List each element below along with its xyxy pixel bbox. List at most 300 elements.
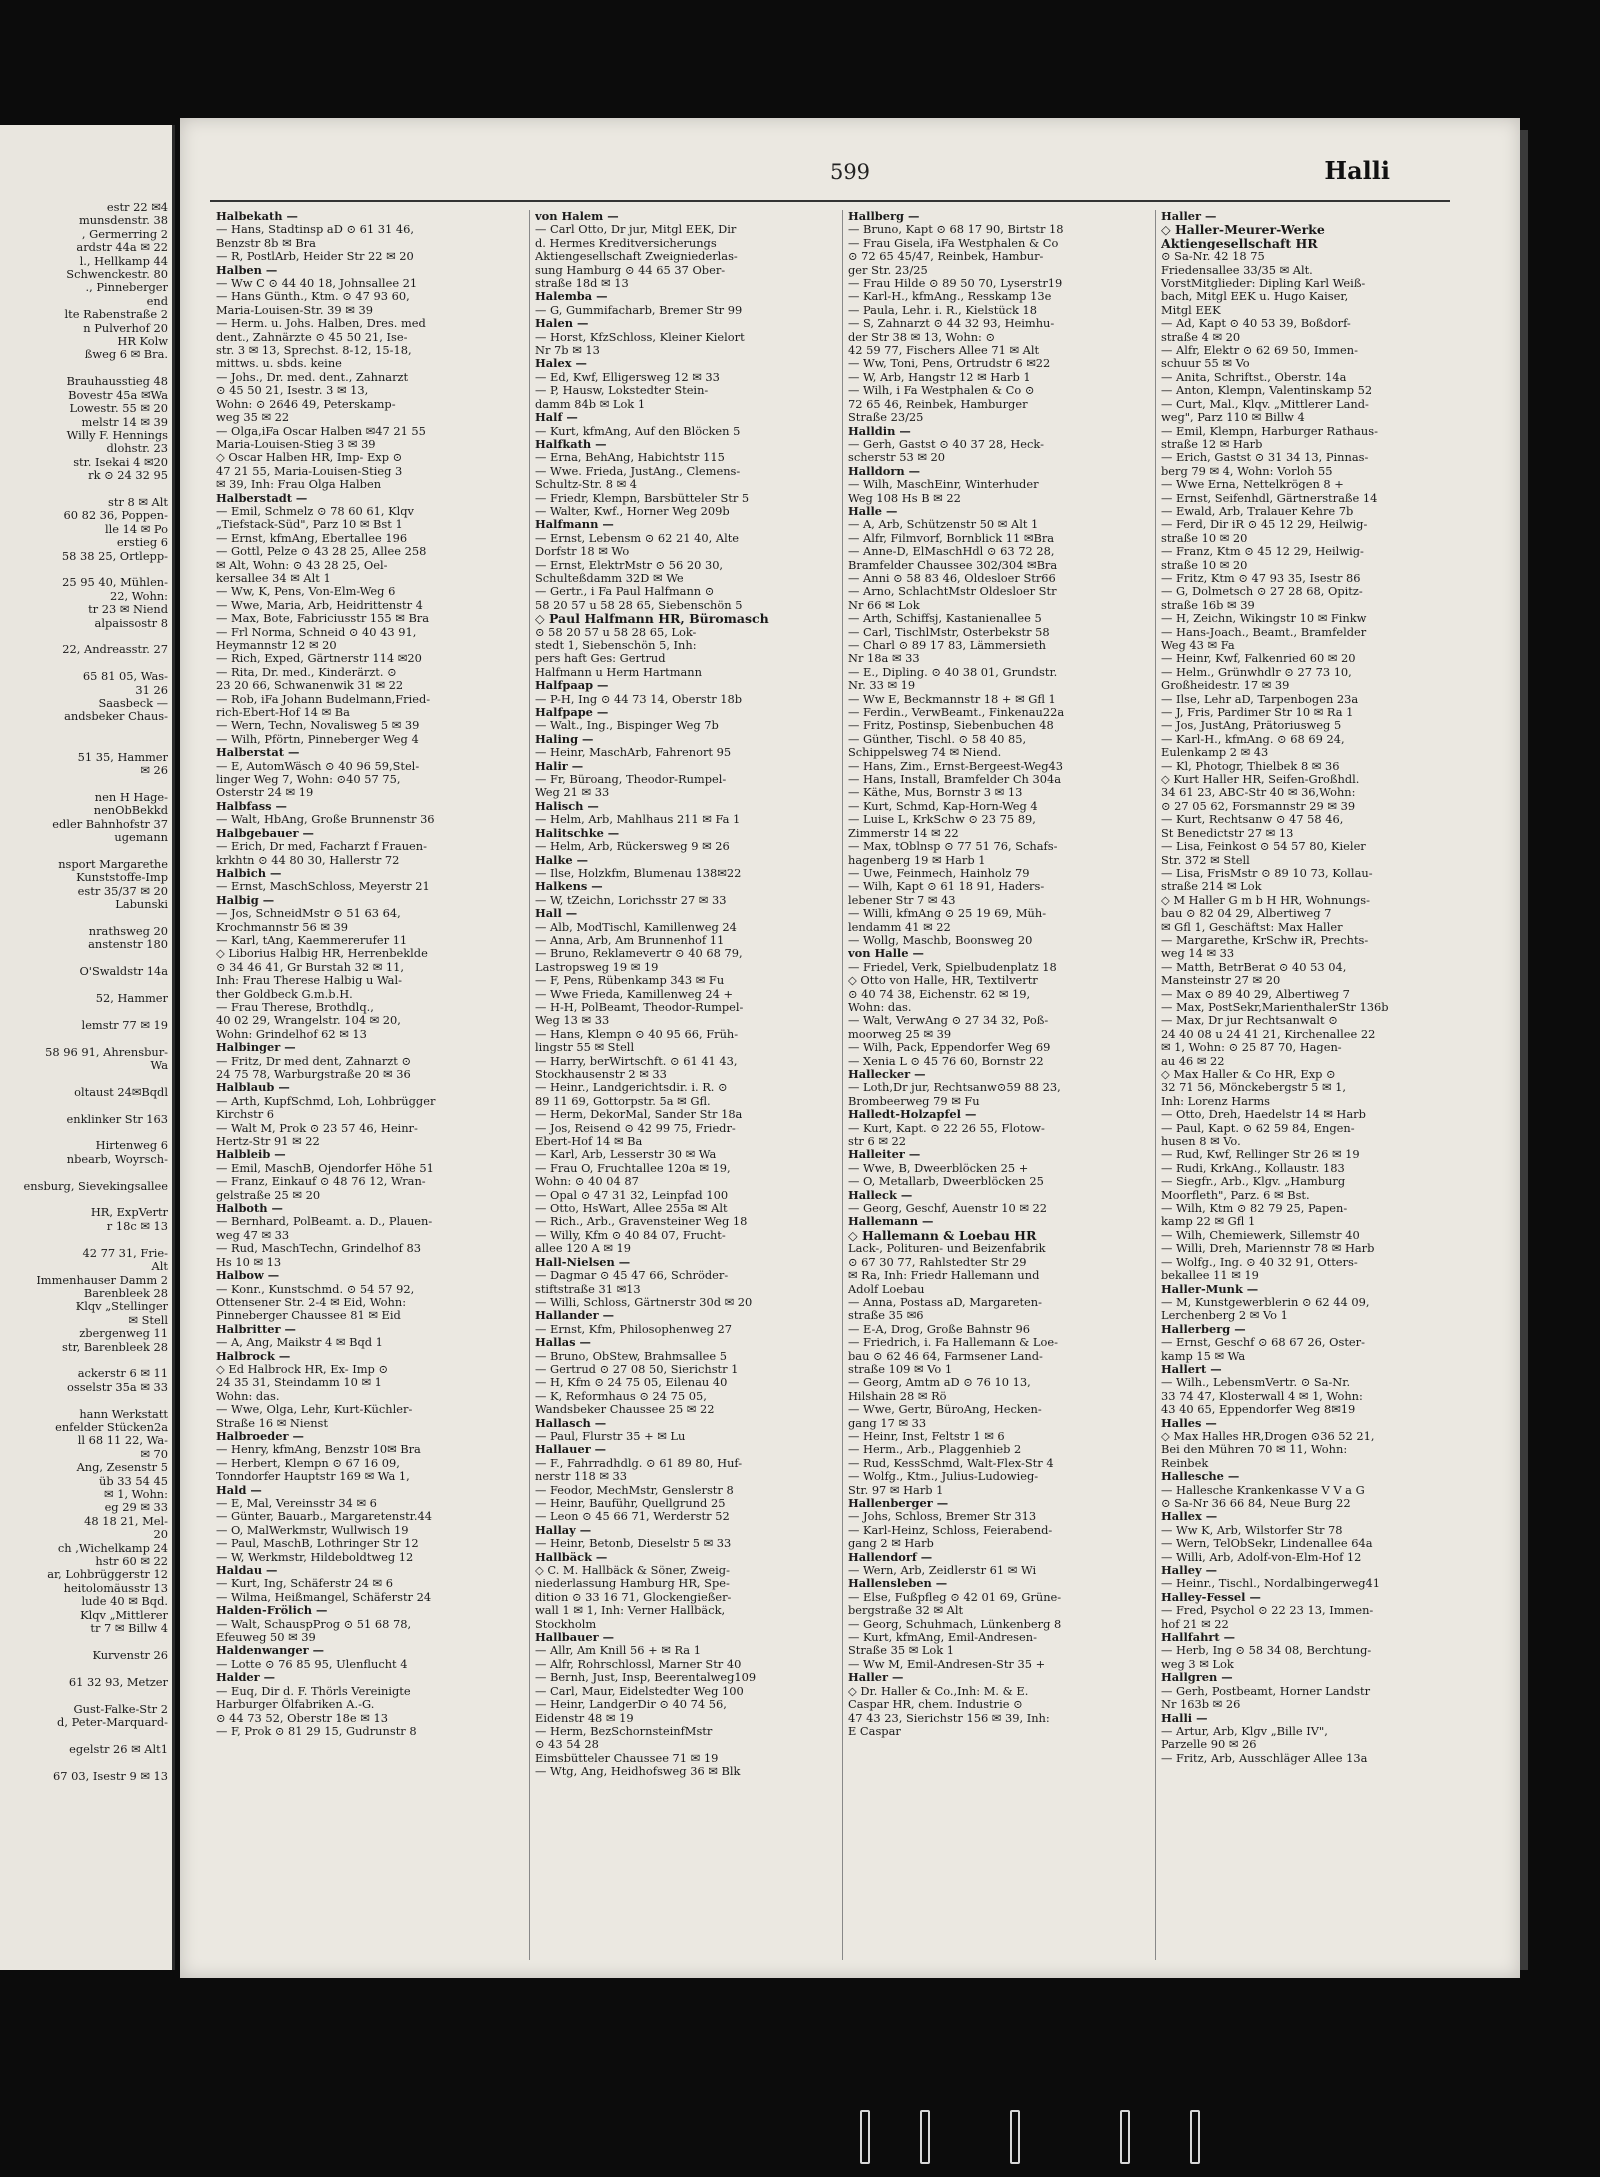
directory-entry: — F, Pens, Rübenkamp 343 ✉ Fu: [535, 974, 725, 988]
fragment-line: lte Rabenstraße 2: [64, 308, 168, 322]
fragment-line: [0, 1394, 168, 1407]
fragment-line: ackerstr 6 ✉ 11: [77, 1367, 168, 1381]
directory-entry: — Helm, Arb, Rückersweg 9 ✉ 26: [535, 840, 730, 854]
directory-entry: bergstraße 32 ✉ Alt: [848, 1604, 964, 1618]
directory-entry: — Loth,Dr jur, Rechtsanw⊙59 88 23,: [848, 1081, 1061, 1095]
directory-entry: — Ernst, Kfm, Philosophenweg 27: [535, 1322, 732, 1336]
surname-heading: Halbig —: [216, 893, 275, 907]
sprocket-mark: [1190, 2110, 1200, 2164]
fragment-line: Willy F. Hennings: [66, 428, 168, 442]
directory-entry: ⊙ 67 30 77, Rahlstedter Str 29: [848, 1255, 1027, 1269]
fragment-line: lude 40 ✉ Bqd.: [81, 1595, 168, 1609]
running-head: Halli: [1324, 156, 1390, 185]
directory-entry: — Ernst, Lebensm ⊙ 62 21 40, Alte: [535, 531, 740, 545]
fragment-line: [0, 912, 168, 925]
directory-entry: ◇ Max Halles HR,Drogen ⊙36 52 21,: [1161, 1429, 1375, 1443]
directory-entry: Heymannstr 12 ✉ 20: [216, 639, 337, 652]
directory-entry: — E-A, Drog, Große Bahnstr 96: [848, 1322, 1031, 1336]
directory-entry: — Alb, ModTischl, Kamillenweg 24: [535, 920, 737, 934]
directory-entry: — Paul, Kapt. ⊙ 62 59 84, Engen-: [1161, 1121, 1355, 1135]
directory-entry: husen 8 ✉ Vo.: [1161, 1135, 1241, 1149]
directory-entry: bau ⊙ 62 46 64, Farmsener Land-: [848, 1349, 1043, 1363]
surname-heading: Halledt-Holzapfel —: [848, 1108, 977, 1122]
surname-heading: Halberstat —: [216, 746, 300, 760]
directory-entry: — Walt, HbAng, Große Brunnenstr 36: [216, 813, 435, 827]
directory-entry: — W, Werkmstr, Hildeboldtweg 12: [216, 1550, 414, 1564]
directory-entry: — Alfr, Rohrschlossl, Marner Str 40: [535, 1657, 742, 1671]
surname-heading: Halberstadt —: [216, 491, 308, 505]
surname-heading: Hallauer —: [535, 1443, 607, 1457]
directory-entry: — Artur, Arb, Klgv „Bille IV",: [1161, 1724, 1328, 1738]
fragment-line: 67 03, Isestr 9 ✉ 13: [53, 1769, 168, 1783]
page-edge-shadow: [1520, 130, 1528, 1970]
directory-entry: Aktiengesellschaft Zweigniederlas-: [535, 250, 738, 264]
directory-entry: — Wwe. Frieda, JustAng., Clemens-: [535, 464, 741, 478]
fragment-line: ardstr 44a ✉ 22: [76, 241, 168, 255]
surname-heading: Halbinger —: [216, 1041, 296, 1055]
directory-entry: — Wwe, Maria, Arb, Heidrittenstr 4: [216, 598, 423, 612]
directory-entry: — Alfr, Elektr ⊙ 62 69 50, Immen-: [1161, 344, 1358, 358]
surname-heading: Hallander —: [535, 1309, 615, 1323]
directory-entry: — Johs., Dr. med. dent., Zahnarzt: [216, 370, 409, 384]
fragment-line: Klqv „Stellinger: [75, 1300, 168, 1314]
directory-entry: — Max ⊙ 89 40 29, Albertiweg 7: [1161, 987, 1350, 1001]
directory-entry: — F, Prok ⊙ 81 29 15, Gudrunstr 8: [216, 1724, 417, 1738]
fragment-line: 52, Hammer: [95, 991, 168, 1005]
directory-entry: — Wilh, Kapt ⊙ 61 18 91, Haders-: [848, 880, 1045, 894]
directory-entry: ⊙ 27 05 62, Forsmannstr 29 ✉ 39: [1161, 799, 1356, 813]
directory-entry: — Paul, MaschB, Lothringer Str 12: [216, 1537, 419, 1551]
fragment-line: r 18c ✉ 13: [106, 1219, 168, 1233]
directory-entry: — Carl, Maur, Eidelstedter Weg 100: [535, 1684, 744, 1698]
directory-entry: — Helm, Arb, Mahlhaus 211 ✉ Fa 1: [535, 813, 741, 827]
sprocket-mark: [1010, 2110, 1020, 2164]
directory-entry: — Hans Günth., Ktm. ⊙ 47 93 60,: [216, 290, 410, 304]
directory-entry: Ebert-Hof 14 ✉ Ba: [535, 1135, 643, 1149]
directory-entry: — Hans-Joach., Beamt., Bramfelder: [1161, 625, 1367, 639]
directory-entry: dition ⊙ 33 16 71, Glockengießer-: [535, 1590, 732, 1604]
directory-entry: — Bruno, Reklamevertr ⊙ 40 68 79,: [535, 947, 743, 961]
surname-heading: Hallberg —: [848, 210, 920, 223]
directory-entry: — Paula, Lehr. i. R., Kielstück 18: [848, 303, 1038, 317]
surname-heading: Haldau —: [216, 1564, 278, 1578]
directory-entry: — H, Zeichn, Wikingstr 10 ✉ Finkw: [1161, 612, 1367, 626]
directory-entry: — Bruno, ObStew, Brahmsallee 5: [535, 1349, 728, 1363]
fragment-line: Klqv „Mittlerer: [80, 1608, 168, 1622]
surname-heading: Halden-Frölich —: [216, 1604, 328, 1618]
directory-entry: Harburger Ölfabriken A.-G.: [216, 1698, 375, 1712]
directory-entry: — Willi, Dreh, Mariennstr 78 ✉ Harb: [1161, 1242, 1375, 1256]
directory-entry: Friedensallee 33/35 ✉ Alt.: [1161, 263, 1313, 277]
directory-entry: — Olga,iFa Oscar Halben ✉47 21 55: [216, 424, 426, 438]
fragment-line: [0, 1193, 168, 1206]
fragment-line: [0, 657, 168, 670]
directory-entry: — Frau Hilde ⊙ 89 50 70, Lyserstr19: [848, 277, 1063, 291]
directory-entry: — Walter, Kwf., Horner Weg 209b: [535, 504, 730, 518]
directory-entry: — Frau Therese, Brothdlq.,: [216, 1000, 374, 1014]
directory-entry: Wohn: das.: [848, 1000, 912, 1014]
directory-entry: VorstMitglieder: Dipling Karl Weiß-: [1161, 277, 1366, 291]
directory-entry: — Matth, BetrBerat ⊙ 40 53 04,: [1161, 960, 1347, 974]
fragment-line: 58 38 25, Ortlepp-: [61, 549, 168, 563]
directory-entry: — Gottl, Pelze ⊙ 43 28 25, Allee 258: [216, 545, 427, 559]
directory-entry: — Herm., Arb., Plaggenhieb 2: [848, 1443, 1022, 1457]
directory-entry: — O, MalWerkmstr, Wullwisch 19: [216, 1523, 409, 1537]
directory-entry: ◇ Dr. Haller & Co.,Inh: M. & E.: [848, 1684, 1029, 1698]
directory-entry: — Ilse, Lehr aD, Tarpenbogen 23a: [1161, 692, 1359, 706]
directory-entry: — Rud, KessSchmd, Walt-Flex-Str 4: [848, 1456, 1054, 1470]
directory-entry: — Willi, Schloss, Gärtnerstr 30d ✉ 20: [535, 1295, 753, 1309]
directory-entry: — Hans, Stadtinsp aD ⊙ 61 31 46,: [216, 223, 414, 237]
directory-entry: — W, Arb, Hangstr 12 ✉ Harb 1: [848, 370, 1031, 384]
directory-entry: — Leon ⊙ 45 66 71, Werderstr 52: [535, 1510, 730, 1524]
directory-entry: Weg 13 ✉ 33: [535, 1014, 610, 1028]
surname-heading: Halex —: [535, 357, 587, 371]
directory-entry: — Rud, MaschTechn, Grindelhof 83: [216, 1242, 421, 1256]
directory-entry: — Erich, Gastst ⊙ 31 34 13, Pinnas-: [1161, 451, 1369, 465]
directory-entry: berg 79 ✉ 4, Wohn: Vorloh 55: [1161, 464, 1333, 478]
directory-entry: — Heinr, Inst, Feltstr 1 ✉ 6: [848, 1429, 1005, 1443]
directory-entry: — Jos, Reisend ⊙ 42 99 75, Friedr-: [535, 1121, 736, 1135]
fragment-line: d, Peter-Marquard-: [57, 1715, 168, 1729]
directory-entry: — Heinr, Bauführ, Quellgrund 25: [535, 1497, 726, 1510]
fragment-line: heitolomäusstr 13: [63, 1581, 168, 1595]
directory-entry: — Wern, Techn, Novalisweg 5 ✉ 39: [216, 719, 420, 733]
fragment-line: üb 33 54 45: [99, 1474, 168, 1488]
fragment-line: 25 95 40, Mühlen-: [62, 576, 168, 590]
directory-entry: Lack-, Polituren- und Beizenfabrik: [848, 1242, 1046, 1256]
directory-entry: Eidenstr 48 ✉ 19: [535, 1711, 634, 1725]
fragment-line: munsdenstr. 38: [78, 214, 168, 228]
directory-entry: — Lisa, Feinkost ⊙ 54 57 80, Kieler: [1161, 840, 1366, 854]
directory-entry: — Günter, Bauarb., Margaretenstr.44: [216, 1510, 432, 1524]
directory-entry: Maria-Louisen-Stieg 3 ✉ 39: [216, 437, 376, 451]
directory-entry: — Paul, Flurstr 35 + ✉ Lu: [535, 1429, 686, 1443]
directory-entry: — Heinr, LandgerDir ⊙ 40 74 56,: [535, 1698, 727, 1712]
directory-entry: — Erna, BehAng, Habichtstr 115: [535, 451, 725, 465]
directory-entry: — Anna, Postass aD, Margareten-: [848, 1295, 1042, 1309]
directory-entry: — Horst, KfzSchloss, Kleiner Kielort: [535, 330, 745, 344]
directory-entry: bach, Mitgl EEK u. Hugo Kaiser,: [1161, 290, 1349, 304]
directory-entry: Reinbek: [1161, 1456, 1209, 1470]
directory-entry: ⊙ 34 46 41, Gr Burstah 32 ✉ 11,: [216, 960, 405, 974]
directory-entry: 47 21 55, Maria-Louisen-Stieg 3: [216, 464, 403, 478]
directory-entry: straße 109 ✉ Vo 1: [848, 1362, 953, 1376]
fragment-line: ch ,Wichelkamp 24: [57, 1541, 168, 1555]
directory-entry: — Margarethe, KrSchw iR, Prechts-: [1161, 933, 1369, 947]
fragment-line: ✉ 70: [140, 1447, 168, 1461]
directory-entry: — Wolfg., Ing. ⊙ 40 32 91, Otters-: [1161, 1255, 1358, 1269]
directory-entry: ger Str. 23/25: [848, 263, 928, 277]
directory-entry: — Ernst, kfmAng, Ebertallee 196: [216, 531, 408, 545]
directory-entry: — Walt., Ing., Bispinger Weg 7b: [535, 719, 719, 733]
directory-entry: — Franz, Ktm ⊙ 45 12 29, Heilwig-: [1161, 545, 1364, 559]
directory-entry: — Ww E, Beckmannstr 18 + ✉ Gfl 1: [848, 692, 1056, 706]
fragment-line: 58 96 91, Ahrensbur-: [45, 1045, 168, 1059]
fragment-line: tr 7 ✉ Billw 4: [90, 1622, 168, 1636]
directory-entry: — Friedel, Verk, Spielbudenplatz 18: [848, 960, 1057, 974]
fragment-line: osselstr 35a ✉ 33: [67, 1380, 168, 1394]
surname-heading: Halitschke —: [535, 826, 620, 840]
directory-entry: Weg 21 ✉ 33: [535, 786, 610, 800]
directory-entry: — Ed, Kwf, Elligersweg 12 ✉ 33: [535, 370, 720, 384]
fragment-line: tr 23 ✉ Niend: [88, 603, 168, 617]
directory-entry: — Karl-H., kfmAng., Resskamp 13e: [848, 290, 1052, 304]
directory-entry: Schultz-Str. 8 ✉ 4: [535, 478, 638, 492]
directory-entry: straße 4 ✉ 20: [1161, 330, 1241, 344]
directory-entry: Bei den Mühren 70 ✉ 11, Wohn:: [1161, 1443, 1348, 1457]
directory-entry: Schippelsweg 74 ✉ Niend.: [848, 746, 1002, 760]
directory-entry: — Hallesche Krankenkasse V V a G: [1161, 1483, 1365, 1497]
fragment-line: end: [146, 294, 168, 308]
fragment-line: hstr 60 ✉ 22: [95, 1555, 168, 1569]
fragment-line: 22, Wohn:: [109, 589, 168, 603]
directory-entry: str. 3 ✉ 13, Sprechst. 8-12, 15-18,: [216, 344, 412, 358]
directory-entry: — Wwe, Olga, Lehr, Kurt-Küchler-: [216, 1403, 413, 1417]
directory-entry: ✉ Alt, Wohn: ⊙ 43 28 25, Oel-: [216, 558, 388, 572]
fragment-line: rk ⊙ 24 32 95: [88, 469, 168, 483]
fragment-line: Alt: [151, 1260, 168, 1274]
directory-entry: — Wilma, Heißmangel, Schäferstr 24: [216, 1590, 432, 1604]
page-number: 599: [829, 160, 871, 184]
directory-entry: — Wilh, i Fa Westphalen & Co ⊙: [848, 384, 1035, 398]
directory-entry: — Else, Fußpfleg ⊙ 42 01 69, Grüne-: [848, 1590, 1062, 1604]
directory-entry: 33 74 47, Klosterwall 4 ✉ 1, Wohn:: [1161, 1389, 1363, 1403]
surname-heading: Halbritter —: [216, 1322, 296, 1336]
fragment-line: [0, 777, 168, 790]
fragment-line: nen H Hage-: [94, 790, 168, 804]
surname-heading: Halbfass —: [216, 799, 287, 813]
surname-heading: Half —: [535, 411, 578, 425]
fragment-line: erstieg 6: [116, 536, 168, 550]
directory-entry: kamp 22 ✉ Gfl 1: [1161, 1215, 1256, 1229]
directory-entry: — Emil, MaschB, Ojendorfer Höhe 51: [216, 1161, 434, 1175]
directory-entry: lingstr 55 ✉ Stell: [535, 1041, 635, 1055]
directory-entry: — O, Metallarb, Dweerblöcken 25: [848, 1175, 1044, 1189]
fragment-line: enfelder Stücken2a: [55, 1420, 168, 1434]
directory-entry: Stockholm: [535, 1617, 597, 1631]
header-rule: [210, 200, 1450, 202]
directory-entry: — Henry, kfmAng, Benzstr 10✉ Bra: [216, 1443, 421, 1457]
surname-heading: Haller —: [848, 1671, 904, 1685]
directory-entry: — Ernst, Geschf ⊙ 68 67 26, Oster-: [1161, 1336, 1365, 1350]
directory-entry: moorweg 25 ✉ 39: [848, 1027, 952, 1041]
directory-entry: 34 61 23, ABC-Str 40 ✉ 36,Wohn:: [1161, 786, 1356, 800]
directory-entry: ⊙ 43 54 28: [535, 1738, 599, 1752]
directory-entry: Eulenkamp 2 ✉ 43: [1161, 746, 1269, 760]
directory-entry: ◇ Kurt Haller HR, Seifen-Großhdl.: [1161, 773, 1360, 787]
fragment-line: ✉ 26: [140, 764, 168, 778]
fragment-line: anstenstr 180: [88, 938, 168, 952]
directory-entry: — Bernh, Just, Insp, Beerentalweg109: [535, 1671, 757, 1685]
directory-entry: — Otto, Dreh, Haedelstr 14 ✉ Harb: [1161, 1108, 1366, 1122]
surname-heading: Halbrock —: [216, 1349, 291, 1363]
surname-heading: Hallesche —: [1161, 1470, 1240, 1484]
directory-entry: ◇ Otto von Halle, HR, Textilvertr: [848, 974, 1038, 988]
directory-entry: Pinneberger Chaussee 81 ✉ Eid: [216, 1309, 401, 1323]
directory-entry: — Uwe, Feinmech, Hainholz 79: [848, 866, 1030, 880]
directory-entry: — Ad, Kapt ⊙ 40 53 39, Boßdorf-: [1161, 317, 1351, 331]
directory-entry: ◇ Ed Halbrock HR, Ex- Imp ⊙: [216, 1362, 388, 1376]
surname-heading: Halke —: [535, 853, 588, 867]
directory-entry: — Anne-D, ElMaschHdl ⊙ 63 72 28,: [848, 545, 1055, 559]
directory-entry: — Willi, Arb, Adolf-von-Elm-Hof 12: [1161, 1550, 1362, 1564]
fragment-line: dlohstr. 23: [106, 442, 168, 456]
directory-entry: — K, Reformhaus ⊙ 24 75 05,: [535, 1389, 707, 1403]
directory-entry: — G, Gummifacharb, Bremer Str 99: [535, 303, 743, 317]
directory-entry: str 6 ✉ 22: [848, 1135, 907, 1149]
directory-entry: — Georg, Schuhmach, Lünkenberg 8: [848, 1617, 1062, 1631]
surname-heading: Hallasch —: [535, 1416, 607, 1430]
directory-entry: straße 12 ✉ Harb: [1161, 437, 1263, 451]
directory-entry: Inh: Lorenz Harms: [1161, 1094, 1271, 1108]
fragment-line: nbearb, Woyrsch-: [66, 1152, 168, 1166]
directory-entry: straße 18d ✉ 13: [535, 277, 629, 291]
directory-entry: — Rudi, KrkAng., Kollaustr. 183: [1161, 1161, 1345, 1175]
surname-heading: Hallerberg —: [1161, 1322, 1246, 1336]
fragment-line: [0, 979, 168, 992]
directory-entry: — P, Hausw, Lokstedter Stein-: [535, 384, 709, 398]
directory-entry: ⊙ 58 20 57 u 58 28 65, Lok-: [535, 625, 697, 639]
directory-entry: Adolf Loebau: [848, 1282, 925, 1296]
directory-entry: gang 17 ✉ 33: [848, 1416, 927, 1430]
fragment-line: [0, 1166, 168, 1179]
directory-entry: Mitgl EEK: [1161, 303, 1221, 317]
directory-entry: — Heinr, MaschArb, Fahrenort 95: [535, 746, 732, 760]
directory-entry: Mansteinstr 27 ✉ 20: [1161, 974, 1281, 988]
directory-entry: — Wilh, Pförtn, Pinneberger Weg 4: [216, 732, 419, 746]
directory-entry: — A, Ang, Maikstr 4 ✉ Bqd 1: [216, 1336, 383, 1350]
fragment-line: [0, 1099, 168, 1112]
surname-heading: Halle —: [848, 504, 898, 518]
directory-entry: Wohn: ⊙ 40 04 87: [535, 1175, 639, 1189]
surname-heading: Hallemann —: [848, 1215, 934, 1229]
directory-entry: — Walt, VerwAng ⊙ 27 34 32, Poß-: [848, 1014, 1049, 1028]
directory-entry: — Fritz, Postinsp, Siebenbuchen 48: [848, 719, 1054, 733]
directory-entry: — Max, Dr jur Rechtsanwalt ⊙: [1161, 1014, 1338, 1028]
directory-entry: straße 35 ✉6: [848, 1309, 924, 1323]
fragment-line: [0, 1072, 168, 1085]
directory-entry: — Herm, DekorMal, Sander Str 18a: [535, 1108, 743, 1122]
fragment-line: nrathsweg 20: [88, 924, 168, 938]
fragment-line: [0, 1354, 168, 1367]
fragment-line: ar, Lohbrüggerstr 12: [47, 1568, 168, 1582]
fragment-line: [0, 630, 168, 643]
fragment-line: O'Swaldstr 14a: [79, 965, 168, 979]
directory-entry: stedt 1, Siebenschön 5, Inh:: [535, 639, 697, 652]
fragment-line: oltaust 24✉Bqdl: [74, 1085, 168, 1099]
directory-entry: — Fritz, Dr med dent, Zahnarzt ⊙: [216, 1054, 412, 1068]
directory-entry: St Benedictstr 27 ✉ 13: [1161, 826, 1294, 840]
directory-entry: — Charl ⊙ 89 17 83, Lämmersieth: [848, 639, 1046, 652]
fragment-line: [0, 952, 168, 965]
directory-entry: — Wtg, Ang, Heidhofsweg 36 ✉ Blk: [535, 1765, 741, 1779]
fragment-line: Kurvenstr 26: [92, 1648, 168, 1662]
directory-entry: — Ww M, Emil-Andresen-Str 35 +: [848, 1657, 1046, 1671]
fragment-line: alpaissostr 8: [94, 616, 168, 630]
directory-entry: — J, Fris, Pardimer Str 10 ✉ Ra 1: [1161, 706, 1354, 720]
sprocket-mark: [920, 2110, 930, 2164]
directory-entry: Inh: Frau Therese Halbig u Wal-: [216, 974, 402, 988]
directory-entry: ⊙ 44 73 52, Oberstr 18e ✉ 13: [216, 1711, 388, 1725]
surname-heading: Hallfahrt —: [1161, 1631, 1235, 1645]
directory-entry: nerstr 118 ✉ 33: [535, 1470, 628, 1484]
directory-entry: dent., Zahnärzte ⊙ 45 50 21, Ise-: [216, 330, 408, 344]
directory-entry: — Kurt, Ing, Schäferstr 24 ✉ 6: [216, 1577, 393, 1591]
directory-entry: — Bruno, Kapt ⊙ 68 17 90, Birtstr 18: [848, 223, 1064, 237]
directory-entry: — Willi, kfmAng ⊙ 25 19 69, Müh-: [848, 907, 1047, 921]
fragment-line: ugemann: [114, 831, 168, 845]
surname-heading: Halboth —: [216, 1202, 283, 1216]
surname-heading: Halblaub —: [216, 1081, 290, 1095]
directory-entry: — Emil, Klempn, Harburger Rathaus-: [1161, 424, 1378, 438]
fragment-line: ll 68 11 22, Wa-: [77, 1434, 168, 1448]
directory-entry: Nr. 33 ✉ 19: [848, 679, 916, 693]
directory-entry: Brombeerweg 79 ✉ Fu: [848, 1094, 980, 1108]
directory-entry: — Wilh, MaschEinr, Winterhuder: [848, 478, 1039, 492]
directory-entry: — Heinr, Betonb, Dieselstr 5 ✉ 33: [535, 1537, 732, 1551]
directory-entry: — Heinr, Kwf, Falkenried 60 ✉ 20: [1161, 652, 1356, 666]
directory-entry: Ottensener Str. 2-4 ✉ Eid, Wohn:: [216, 1295, 407, 1309]
fragment-line: enklinker Str 163: [66, 1112, 168, 1126]
directory-entry: — H-H, PolBeamt, Theodor-Rumpel-: [535, 1000, 744, 1014]
fragment-line: edler Bahnhofstr 37: [52, 817, 168, 831]
directory-entry: — Gerh, Postbeamt, Horner Landstr: [1161, 1684, 1371, 1698]
directory-entry: — Anita, Schriftst., Oberstr. 14a: [1161, 370, 1347, 384]
surname-heading: Haller-Munk —: [1161, 1282, 1259, 1296]
directory-entry: 72 65 46, Reinbek, Hamburger: [848, 397, 1028, 411]
directory-entry: Dorfstr 18 ✉ Wo: [535, 545, 630, 559]
directory-entry: schuur 55 ✉ Vo: [1161, 357, 1250, 371]
directory-entry: Tonndorfer Hauptstr 169 ✉ Wa 1,: [216, 1470, 410, 1484]
directory-entry: 24 35 31, Steindamm 10 ✉ 1: [216, 1376, 382, 1390]
directory-entry: 89 11 69, Gottorpstr. 5a ✉ Gfl.: [535, 1094, 711, 1108]
directory-column-1: [216, 210, 519, 1960]
directory-entry: — Fritz, Arb, Ausschläger Allee 13a: [1161, 1751, 1368, 1765]
fragment-line: 22, Andreasstr. 27: [62, 643, 168, 657]
surname-heading: Halir —: [535, 759, 584, 773]
directory-entry: — Käthe, Mus, Bornstr 3 ✉ 13: [848, 786, 1023, 800]
fragment-line: [0, 1233, 168, 1246]
surname-heading: Halfpaap —: [535, 679, 609, 693]
fragment-line: hann Werkstatt: [79, 1407, 168, 1421]
directory-entry: d. Hermes Kreditversicherungs: [535, 236, 717, 250]
directory-entry: — Wern, TelObSekr, Lindenallee 64a: [1161, 1537, 1373, 1551]
surname-heading: Hallex —: [1161, 1510, 1218, 1524]
fragment-line: ✉ Stell: [128, 1313, 168, 1327]
directory-columns: [216, 210, 1458, 1960]
directory-entry: — Karl-Heinz, Schloss, Feierabend-: [848, 1523, 1053, 1537]
fragment-line: 51 35, Hammer: [77, 750, 168, 764]
directory-entry: — P-H, Ing ⊙ 44 73 14, Oberstr 18b: [535, 692, 743, 706]
directory-entry: — Frau Gisela, iFa Westphalen & Co: [848, 236, 1059, 250]
directory-entry: — Gertrud ⊙ 27 08 50, Sierichstr 1: [535, 1362, 739, 1376]
directory-entry: — Heinr., Landgerichtsdir. i. R. ⊙: [535, 1081, 728, 1095]
fragment-line: [0, 1126, 168, 1139]
fragment-line: [0, 1729, 168, 1742]
directory-entry: — Helm., Grünwhdlr ⊙ 27 73 10,: [1161, 665, 1352, 679]
directory-entry: — Rich, Exped, Gärtnerstr 114 ✉20: [216, 652, 422, 666]
directory-entry: niederlassung Hamburg HR, Spe-: [535, 1577, 730, 1591]
fragment-line: Hirtenweg 6: [95, 1139, 168, 1153]
fragment-line: Saasbeck —: [98, 697, 168, 711]
fragment-line: 61 32 93, Metzer: [68, 1675, 168, 1689]
fragment-line: 31 26: [135, 683, 168, 697]
fragment-line: str, Barenbleek 28: [62, 1340, 168, 1354]
directory-entry: — Walt M, Prok ⊙ 23 57 46, Heinr-: [216, 1121, 418, 1135]
directory-entry: damm 84b ✉ Lok 1: [535, 397, 646, 411]
directory-entry: — H, Kfm ⊙ 24 75 05, Eilenau 40: [535, 1376, 728, 1390]
